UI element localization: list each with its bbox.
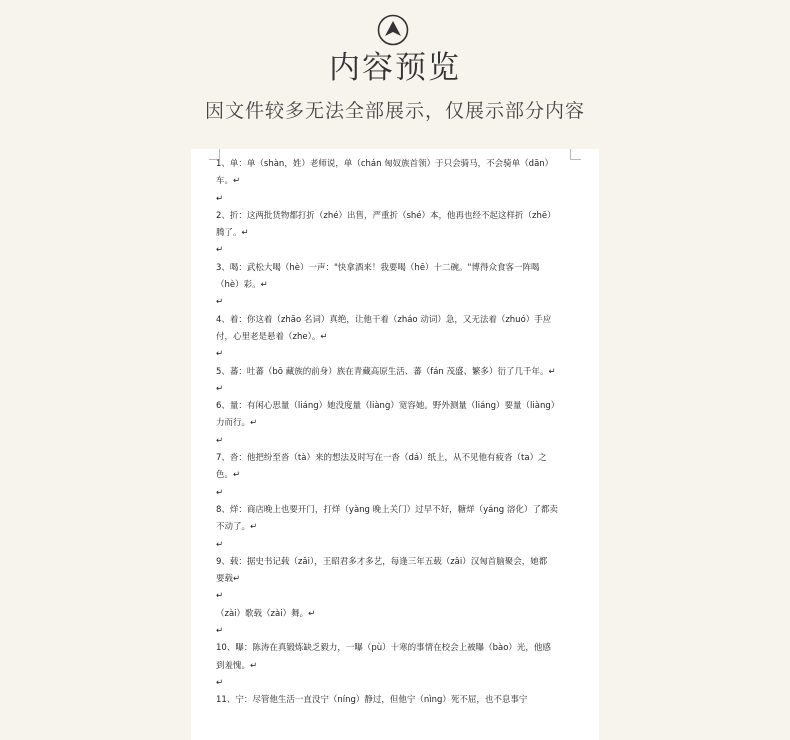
- document-line: 6、量：有闲心思量（liáng）她没度量（liàng）宽容她。野外测量（liáng）要量（liàng）: [216, 401, 560, 412]
- document-line: 到羞愧。↵: [216, 660, 258, 671]
- document-line: ↵: [216, 245, 224, 256]
- document-line: ↵: [216, 626, 224, 637]
- document-line: 1、单：单（shàn，姓）老师说，单（chán 匈奴族首领）于只会骑马，不会骑单（dān）: [216, 159, 554, 169]
- document-line: 10、曝：陈涛在真锻炼缺乏毅力，一曝（pù）十寒的事情在校会上被曝（bào）光，他感: [216, 643, 551, 654]
- document-line: 不动了。↵: [216, 522, 258, 533]
- document-line: ↵: [216, 193, 224, 204]
- document-line: 11、宁：尽管他生活一直没宁（níng）静过，但他宁（nìng）死不屈，也不息事宁: [216, 695, 528, 706]
- document-line: ↵: [216, 349, 224, 360]
- document-line: 2、折：这两批货物都打折（zhé）出售，严重折（shé）本，他再也经不起这样折（zhē）: [216, 210, 556, 221]
- document-line: 7、沓：他把纷至沓（tà）来的想法及时写在一沓（dá）纸上，从不见他有疲沓（ta）之: [216, 453, 547, 464]
- document-line: 3、喝：武松大喝（hè）一声："快拿酒来！我要喝（hē）十二碗。"博得众食客一阵喝: [216, 262, 540, 273]
- document-line: 8、烊：商店晚上也要开门，打烊（yàng 晚上关门）过早不好，糖烊（yáng 溶化）了都卖: [216, 504, 558, 515]
- document-line: 9、载：据史书记载（zǎi），王昭君多才多艺，每逢三年五载（zǎi）汉匈首脑聚会，她都: [216, 556, 548, 567]
- document-line: （hè）彩。↵: [216, 280, 268, 291]
- document-line: ↵: [216, 539, 224, 550]
- document-line: ↵: [216, 591, 224, 602]
- document-line: （zài）歌载（zài）舞。↵: [216, 608, 316, 619]
- document-text: [216, 156, 576, 727]
- document-line: ↵: [216, 677, 224, 688]
- document-line: 色。↵: [216, 470, 241, 481]
- document-line: 4、着：你这着（zhāo 名词）真绝，让他干着（zháo 动词）急，又无法着（zhuó）手应: [216, 314, 552, 325]
- document-line: ↵: [216, 297, 224, 308]
- page-subtitle: 因文件较多无法全部展示，仅展示部分内容: [204, 100, 585, 122]
- up-arrow-circle-icon: [377, 14, 409, 46]
- document-line: 要载↵: [216, 574, 241, 585]
- document-line: 车。↵: [216, 176, 241, 187]
- document-line: ↵: [216, 383, 224, 394]
- document-line: 5、蕃：吐蕃（bō 藏族的前身）族在青藏高原生活、蕃（fán 茂盛、繁多）衍了几千年。↵: [216, 366, 556, 377]
- document-line: ↵: [216, 435, 224, 446]
- page-title: 内容预览: [329, 50, 461, 86]
- document-line: 力而行。↵: [216, 418, 258, 429]
- document-line: 付，心里老是悬着（zhe）。↵: [216, 331, 328, 342]
- document-preview: [191, 149, 599, 740]
- document-line: 腾了。↵: [216, 228, 249, 239]
- document-line: ↵: [216, 487, 224, 498]
- document-line: [216, 710, 576, 727]
